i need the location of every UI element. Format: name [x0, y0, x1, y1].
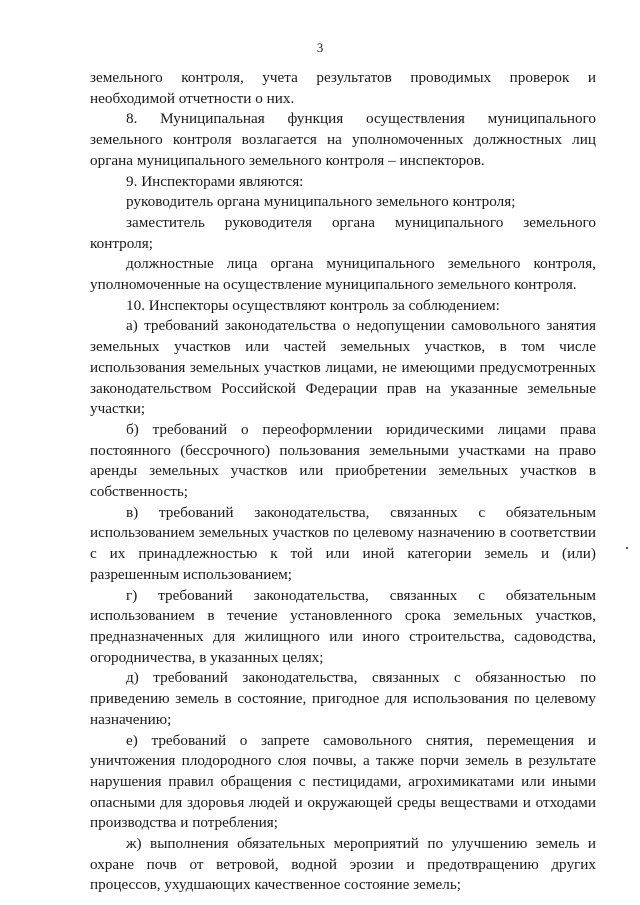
inspector-officials: должностные лица органа муниципального земельного контроля, уполномоченные на осуществление муниципального земельного контроля.	[90, 255, 596, 294]
scan-margin-mark	[626, 547, 628, 549]
paragraph-continuation: земельного контроля, учета результатов проводимых проверок и необходимой отчетности о них.	[90, 69, 596, 107]
subitem-zh: ж) выполнения обязательных мероприятий по улучшению земель и охране почв от ветровой, водной эрозии и предотвращению других процессов, ухудшающих качественное состояние земель;	[90, 835, 596, 894]
subitem-e: е) требований о запрете самовольного снятия, перемещения и уничтожения плодородного слоя почвы, а также порчи земель в результате нарушения правил обращения с пестицидами, агрохимикатами или иными опасными для здоровья людей и окружающей среды веществами и отходами производства и потребления;	[90, 731, 596, 832]
subitem-g: г) требований законодательства, связанных с обязательным использованием в течение установленного срока земельных участков, предназначенных для жилищного или иного строительства, садоводства, огородничества, в указанных целях;	[90, 586, 596, 666]
subitem-b: б) требований о переоформлении юридическими лицами права постоянного (бессрочного) пользования земельными участками на право аренды земельных участков или приобретении земельных участков в собственность;	[90, 420, 596, 501]
paragraph-item-8: 8. Муниципальная функция осуществления муниципального земельного контроля возлагается на уполномоченных должностных лиц органа муниципального земельного контроля – инспекторов.	[90, 110, 596, 169]
document-body	[90, 68, 596, 896]
subitem-d: д) требований законодательства, связанных с обязанностью по приведению земель в состояние, пригодное для использования по целевому назначению;	[90, 669, 596, 728]
paragraph-item-10: 10. Инспекторы осуществляют контроль за соблюдением:	[126, 296, 500, 314]
inspector-head: руководитель органа муниципального земельного контроля;	[126, 193, 516, 211]
subitem-v: в) требований законодательства, связанных с обязательным использованием земельных участков по целевому назначению в соответствии с их принадлежностью к той или иной категории земель и (или) разрешенным использованием;	[90, 503, 596, 583]
paragraph-item-9: 9. Инспекторами являются:	[126, 172, 304, 190]
subitem-a: а) требований законодательства о недопущении самовольного занятия земельных участков или частей земельных участков, в том числе использования земельных участков лицами, не имеющими предусмотренных законодательством Российской Федерации прав на указанные земельные участки;	[90, 317, 596, 418]
inspector-deputy: заместитель руководителя органа муниципального земельного контроля;	[90, 213, 596, 252]
page-number: 3	[316, 40, 324, 55]
